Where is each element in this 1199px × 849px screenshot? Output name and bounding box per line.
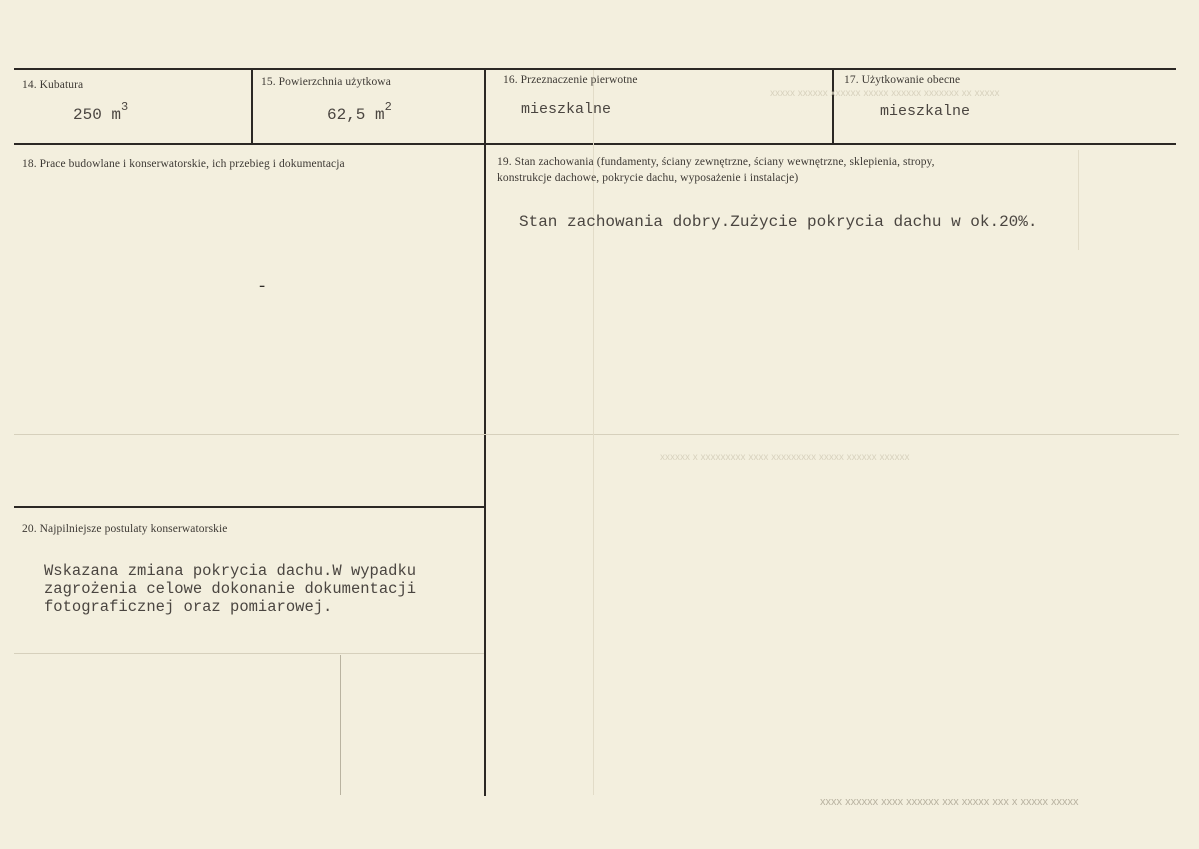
show-through-print-3: xxxxx xxxxx x xxx xxxxx xxx xxxxxx xxxx xxxxxx xxxx [820, 796, 1079, 808]
field-14-value [73, 100, 129, 124]
field-17-label: 17. Użytkowanie obecne [844, 74, 961, 86]
field-14-unit-exponent: 3 [121, 100, 129, 114]
faint-guide-3 [340, 655, 341, 795]
field-15-value [327, 100, 392, 124]
field-17-value: mieszkalne [880, 103, 971, 120]
divider-16-17 [832, 68, 834, 145]
field-20-line-3: fotograficznej oraz pomiarowej. [44, 598, 333, 616]
field-19-label-line2: konstrukcje dachowe, pokrycie dachu, wyposażenie i instalacje) [497, 172, 799, 184]
field-18-label: 18. Prace budowlane i konserwatorskie, ich przebieg i dokumentacja [22, 158, 345, 170]
show-through-print-2: xxxxxx xxxxxx xxxxx xxxxxxxxx xxxx xxxxxxxxx x xxxxxx [660, 452, 910, 463]
top-rule [14, 68, 1176, 70]
field-19-value: Stan zachowania dobry.Zużycie pokrycia dachu w ok.20%. [519, 213, 1038, 231]
field-14-number: 250 m [73, 106, 122, 124]
field-15-unit-exponent: 2 [384, 100, 392, 114]
field-20-label: 20. Najpilniejsze postulaty konserwatorskie [22, 523, 228, 535]
field-16-label: 16. Przeznaczenie pierwotne [503, 74, 638, 86]
field-15-label: 15. Powierzchnia użytkowa [261, 76, 391, 88]
field-14-label: 14. Kubatura [22, 79, 84, 91]
field-18-value: - [257, 278, 268, 297]
faint-guide-2 [14, 653, 484, 654]
faint-guide-1 [14, 434, 1179, 435]
field-20-line-2: zagrożenia celowe dokonanie dokumentacji [44, 580, 417, 598]
faint-guide-5 [1078, 150, 1079, 250]
field-15-number: 62,5 m [327, 106, 385, 124]
show-through-print-1: xxxxx xx xxxxxxx xxxxxx xxxxx xxxxxx xxxxxx xxxxx [770, 88, 1000, 99]
divider-main [484, 68, 486, 796]
divider-14-15 [251, 68, 253, 145]
section-18-bottom-rule [14, 506, 485, 508]
field-16-value: mieszkalne [521, 101, 612, 118]
field-20-line-1: Wskazana zmiana pokrycia dachu.W wypadku [44, 562, 417, 580]
row1-bottom-rule [14, 143, 1176, 145]
field-19-label-line1: 19. Stan zachowania (fundamenty, ściany zewnętrzne, ściany wewnętrzne, sklepienia, stropy, [497, 156, 935, 168]
